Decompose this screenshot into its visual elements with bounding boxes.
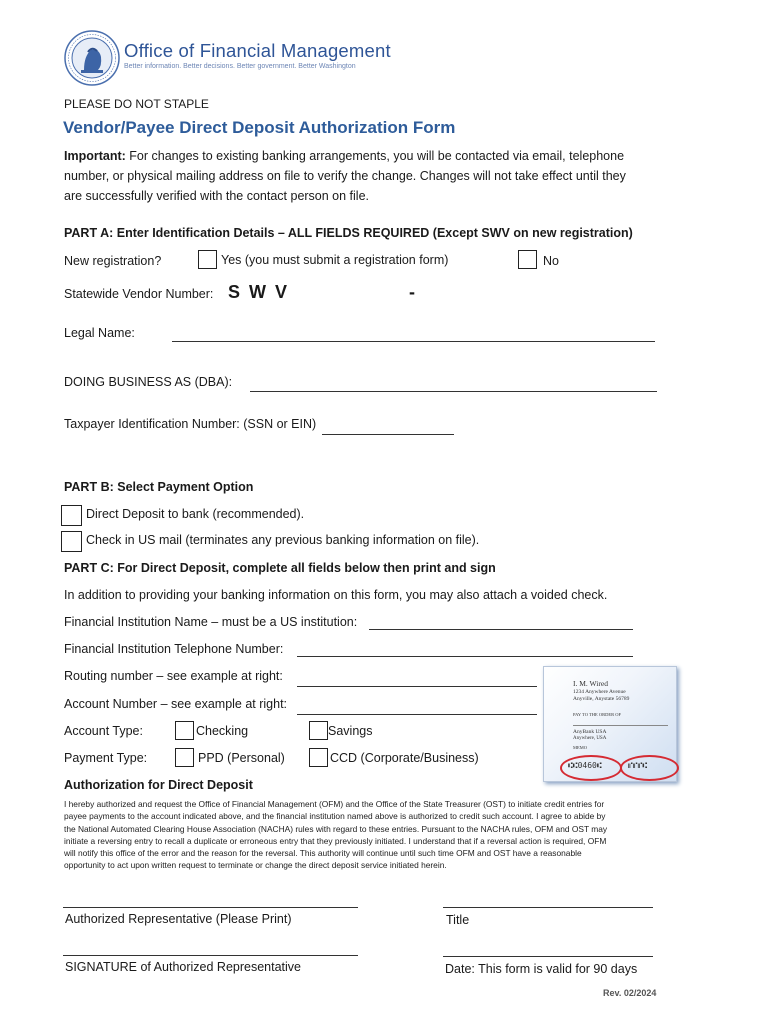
authorization-line: opportunity to act upon written request to terminate or change the direct deposit service initiated herein. bbox=[64, 860, 447, 871]
check-pay-line bbox=[573, 725, 668, 726]
important-label: Important: bbox=[64, 149, 126, 163]
no-label: No bbox=[543, 254, 559, 268]
important-line: are successfully verified with the contact person on file. bbox=[64, 189, 370, 203]
authorization-line: initiate a reversing entry to recall a duplicate or erroneous entry that they previously initiated. I understand that if a reversal action is required, OFM bbox=[64, 835, 607, 846]
check-mail-checkbox[interactable] bbox=[61, 531, 82, 552]
dba-label: DOING BUSINESS AS (DBA): bbox=[64, 375, 233, 389]
swv-prefix: S W V bbox=[228, 282, 290, 302]
new-registration-no-checkbox[interactable] bbox=[518, 250, 537, 269]
org-tagline: Better information. Better decisions. Better government. Better Washington bbox=[124, 63, 356, 70]
authorization-line: will notify this office of the error and the reason for the reversal. This authority will continue until such time OFM and OST have a reasonable bbox=[64, 848, 582, 859]
dba-field[interactable] bbox=[250, 391, 657, 392]
signature-label: SIGNATURE of Authorized Representative bbox=[65, 960, 301, 974]
part-c-heading: PART C: For Direct Deposit, complete all fields below then print and sign bbox=[64, 561, 496, 575]
header bbox=[60, 28, 390, 88]
ppd-checkbox[interactable] bbox=[175, 748, 194, 767]
ccd-checkbox[interactable] bbox=[309, 748, 328, 767]
check-routing-number: ⑆⑆0460⑆ bbox=[568, 761, 602, 770]
ccd-label: CCD (Corporate/Business) bbox=[330, 751, 479, 765]
title-field[interactable] bbox=[443, 907, 653, 908]
payment-type-label: Payment Type: bbox=[64, 751, 148, 765]
fi-phone-field[interactable] bbox=[297, 656, 633, 657]
authorization-line: the National Automated Clearing House Association (NACHA) rules with regard to these entries. Pursuant to the NACHA rules, OFM and OST may bbox=[64, 823, 608, 834]
title-label: Title bbox=[446, 913, 470, 927]
swv-number-field[interactable] bbox=[290, 302, 510, 321]
savings-checkbox[interactable] bbox=[309, 721, 328, 740]
tin-field[interactable] bbox=[322, 434, 454, 435]
check-pay-to: PAY TO THE ORDER OF bbox=[573, 712, 622, 717]
check-mail-label: Check in US mail (terminates any previous banking information on file). bbox=[86, 533, 480, 547]
authorization-text bbox=[64, 798, 704, 872]
tin-label: Taxpayer Identification Number: (SSN or EIN) bbox=[64, 417, 317, 431]
checking-label: Checking bbox=[196, 724, 249, 738]
fi-name-label: Financial Institution Name – must be a US institution: bbox=[64, 615, 358, 629]
swv-label: Statewide Vendor Number: bbox=[64, 287, 214, 301]
fi-phone-label: Financial Institution Telephone Number: bbox=[64, 642, 284, 656]
new-registration-yes-checkbox[interactable] bbox=[198, 250, 217, 269]
swv-dash: - bbox=[409, 282, 415, 302]
check-memo: MEMO bbox=[573, 745, 588, 750]
account-number-field[interactable] bbox=[297, 714, 537, 715]
savings-label: Savings bbox=[328, 724, 373, 738]
legal-name-label: Legal Name: bbox=[64, 326, 135, 340]
date-label: Date: This form is valid for 90 days bbox=[445, 962, 638, 976]
form-title: Vendor/Payee Direct Deposit Authorization Form bbox=[63, 118, 456, 137]
direct-deposit-checkbox[interactable] bbox=[61, 505, 82, 526]
checking-checkbox[interactable] bbox=[175, 721, 194, 740]
org-name: Office of Financial Management bbox=[124, 40, 391, 61]
staple-notice: PLEASE DO NOT STAPLE bbox=[64, 97, 209, 111]
part-a-heading: PART A: Enter Identification Details – ALL FIELDS REQUIRED (Except SWV on new registration) bbox=[64, 226, 633, 240]
washington-state-seal-icon bbox=[64, 30, 120, 86]
account-type-label: Account Type: bbox=[64, 724, 143, 738]
routing-highlight-oval bbox=[560, 755, 622, 781]
yes-label: Yes (you must submit a registration form) bbox=[221, 253, 449, 267]
check-address: Anyville, Anystate 56789 bbox=[573, 696, 630, 702]
authorization-line: payee payments to the account indicated above, and the financial institution named above is authorized to credit such account. I agree to abide by bbox=[64, 811, 606, 822]
rep-print-label: Authorized Representative (Please Print) bbox=[65, 912, 292, 926]
signature-field[interactable] bbox=[63, 955, 358, 956]
check-address: 1234 Anywhere Avenue bbox=[573, 689, 626, 695]
check-bank: Anywhere, USA bbox=[573, 736, 607, 741]
part-b-heading: PART B: Select Payment Option bbox=[64, 480, 254, 494]
important-line: For changes to existing banking arrangements, you will be contacted via email, telephone bbox=[129, 149, 625, 163]
part-c-intro: In addition to providing your banking information on this form, you may also attach a voided check. bbox=[64, 588, 608, 602]
authorization-line: I hereby authorized and request the Office of Financial Management (OFM) and the Office of the State Treasurer (OST) to initiate credit entries for bbox=[64, 799, 605, 809]
important-notice bbox=[64, 146, 684, 206]
check-account-number: ⑈⑈⑈⑆ bbox=[628, 761, 648, 770]
direct-deposit-label: Direct Deposit to bank (recommended). bbox=[86, 507, 305, 521]
new-registration-label: New registration? bbox=[64, 254, 162, 268]
fi-name-field[interactable] bbox=[369, 629, 633, 630]
revision-label: Rev. 02/2024 bbox=[603, 988, 657, 998]
routing-number-field[interactable] bbox=[297, 686, 537, 687]
account-label: Account Number – see example at right: bbox=[64, 697, 288, 711]
important-line: number, or physical mailing address on file to verify the change. Changes will not take effect until they bbox=[64, 169, 626, 183]
routing-label: Routing number – see example at right: bbox=[64, 669, 283, 683]
ppd-label: PPD (Personal) bbox=[198, 751, 285, 765]
account-highlight-oval bbox=[620, 755, 679, 781]
check-bank: AnyBank USA bbox=[573, 729, 607, 735]
rep-print-field[interactable] bbox=[63, 907, 358, 908]
date-field[interactable] bbox=[443, 956, 653, 957]
authorization-heading: Authorization for Direct Deposit bbox=[64, 778, 253, 792]
check-name: I. M. Wired bbox=[573, 679, 608, 688]
legal-name-field[interactable] bbox=[172, 341, 655, 342]
